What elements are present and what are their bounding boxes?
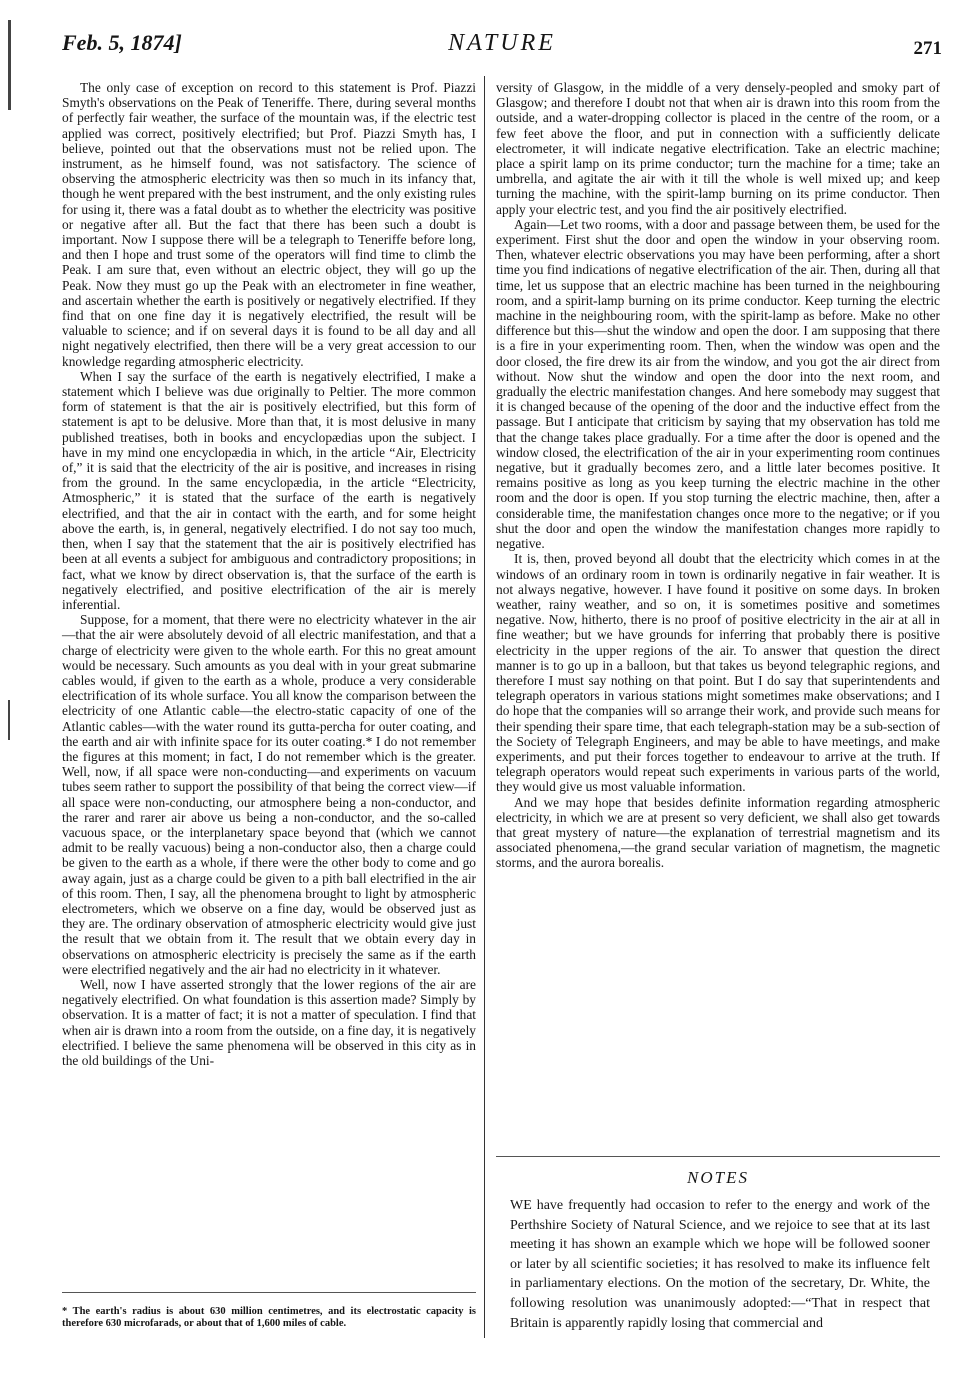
paragraph: WE have frequently had occasion to refer to the energy and work of the Perthshire Society of Natural Science, and we rejoice to see that at its last meeting it has shown an example which we hope will be followed sooner or later by all scientific societies; it has resolved to make its influence felt in parliamentary elections. On the motion of the secretary, Dr. White, the following resolution was unanimously adopted:—“That in respect that Britain is apparently rapidly losing that commercial and — [510, 1198, 930, 1331]
right-column — [496, 80, 940, 871]
section-title: NOTES — [687, 1168, 749, 1187]
paragraph: Again—Let two rooms, with a door and passage between them, be used for the experiment. First shut the door and open the window in your observing room. Then, whatever electric observations you may have been performing, after a short time you find indications of negative electrification of the air. Then, during all that time, let us suppose that an electric machine has been turned in the neighbouring room, and a spirit-lamp burning on its prime conductor. Keep turning the electric machine in the neighbouring room, with the spirit-lamp as before. Make no other difference but this—shut the window and open the door. I am supposing that there is a fire in your experimenting room. Then, when the window was open and the door closed, the fire drew its air from the window, and you got the air direct from without. Now shut the window and open the door into the next room, and gradually the electric manifestation changes. And here somebody may suggest that it is changed because of the opening of the door and the inductive effect from the passage. But I anticipate that criticism by saying that my observation has told me that the change takes place gradually. For a time after the door is opened and the window closed, the electrification of the air in your experimenting room continues negative, but it gradually becomes zero, and a little later becomes positive. It remains positive as long as you keep turning the electric machine in the other room and the door is open. If you stop turning the electric machine, then, after a considerable time, the manifestation changes once more to the negative; or if you shut the door and open the window the manifestation changes more rapidly to negative. — [496, 216, 940, 552]
notes-section — [510, 1196, 930, 1333]
paragraph: The only case of exception on record to this statement is Prof. Piazzi Smyth's observations on the Peak of Teneriffe. There, during several months of perfectly fair weather, the surface of the mountain was, if the electric test applied was correct, positively electrified; but Prof. Piazzi Smyth has, I believe, pointed out that the observations must not be relied upon. The instrument, as he himself found, was not satisfactory. The science of observing the atmospheric electricity was then so much in its infancy that, though he went prepared with the best instrument, and the only existing rules for using it, there was a fatal doubt as to whether the electricity was positive or negative after all. But the fact that there has been such a doubt is important. Now I suppose there will be a telegraph to Teneriffe before long, and then I hope and trust some of the operators will find time to climb the Peak. I am sure that, even without an electric object, they will go up the Peak. Now they must go up the Peak with an electrometer in fine weather, and ascertain whether the earth is positively or negatively electrified. If they find that on one fine day it is negatively electrified, the result will be valuable to science; and if on several days it is found to be all day and all night negatively electrified, then there will be a very great accession to our knowledge regarding atmospheric electricity. — [62, 80, 476, 369]
left-column — [62, 80, 476, 1068]
column-divider — [484, 76, 485, 1338]
paragraph: When I say the surface of the earth is negatively electrified, I make a statement which I believe was due originally to Peltier. The more common form of statement is that the air is positively electrified, but this form of statement is apt to be delusive. More than that, it is most delusive in many published treatises, both in books and encyclopædias upon the subject. I have in my mind one encyclopædia in which, in the article “Air, Electricity of,” it is said that the electricity of the air is positive, and increases in rising from the ground. In the same encyclopædia, in the article “Electricity, Atmospheric,” it is stated that the surface of the earth is negatively electrified, and that the air in contact with the earth, and for some height above the earth, is, in general, negatively electrified. I do not say too much, then, when I say that the statement that the air is positively electrified has been at all events a subject for ambiguous and contradictory propositions; in fact, what we know by direct observation is, that the surface of the earth is negatively electrified, and positive electrification of the air is merely inferential. — [62, 368, 476, 612]
paragraph: And we may hope that besides definite information regarding atmospheric electricity, in which we are at present so very deficient, we shall also get towards that great mystery of nature—the explanation of terrestrial magnetism and its associated phenomena,—the grand secular variation of magnetism, the magnetic storms, and the aurora borealis. — [496, 794, 940, 871]
binding-mark — [8, 700, 10, 740]
journal-title: NATURE — [448, 30, 556, 56]
issue-date: Feb. 5, 1874] — [62, 30, 182, 55]
footnote: * The earth's radius is about 630 million centimetres, and its electrostatic capacity is therefore 630 microfarads, or about that of 1,600 miles of cable. — [62, 1306, 476, 1329]
section-divider — [496, 1156, 940, 1157]
paragraph: Suppose, for a moment, that there were no electricity whatever in the air—that the air were absolutely devoid of all electric manifestation, and that a charge of electricity were given to the whole earth. For this no great amount would be necessary. Such amounts as you deal with in your great submarine cables would, if given to the earth as a whole, produce a very considerable electrification of its whole surface. You all know the comparison between the electricity of one Atlantic cable—the electro-static capacity of one of the Atlantic cables—with the water round its gutta-percha for outer coating, and the earth and air with infinite space for its outer coating.* I do not remember the figures at this moment; in fact, I do not remember which is the greater. Well, now, if all space were non-conducting—and experiments on vacuum tubes seem rather to support the possibility of that being the correct view—if all space were non-conducting, our atmosphere being a non-conductor, and the rarer and rarer air above us being a non-conductor, and the so-called vacuous space, or the interplanetary space beyond that (which we cannot admit to be really vacuous) being a non-conductor also, then a charge could be given to the earth as a whole, if there were the other body to come and go away again, just as a charge could be given to a pith ball electrified in the air of this room. Then, I say, all the phenomena brought to light by atmospheric electrometers, which we observe on a fine day, would be observed just as they are. The ordinary observation of atmospheric electricity would give just the result that we obtain from it. The result that we obtain every day in observations on atmospheric electricity is precisely the same as if the earth were electrified negatively and the air had no electricity in it whatever. — [62, 612, 476, 977]
paragraph: It is, then, proved beyond all doubt that the electricity which comes in at the windows of an ordinary room in town is ordinarily negative in fair weather. It is not always negative, however. I have found it positive on some days. In broken weather, rainy weather, and so on, it is sometimes positive and sometimes negative. Now, hitherto, there is no proof of positive electricity in the air at all in fine weather; but we have grounds for inferring that probably there is positive electricity in the upper regions of the air. To answer that question the direct manner is to go up in a balloon, but that takes us beyond telegraphic regions, and therefore I must say nothing on that point. But I do say that superintendents and telegraph operators in various stations might sometimes make observations; and I do hope that the companies will so arrange their work, and provide such means for their spending their spare time, that each telegraph-station may be a sub-section of the Society of Telegraph Engineers, and may be able to have meetings, and make experiments, and put their forces together to endeavour to arrive at the truth. If telegraph operators would repeat such experiments in various parts of the world, they would give us most valuable information. — [496, 551, 940, 795]
page-header — [62, 30, 942, 70]
footnote-divider — [62, 1292, 476, 1293]
page-number: 271 — [913, 38, 942, 59]
paragraph: Well, now I have asserted strongly that the lower regions of the air are negatively electrified. On what foundation is this assertion made? Simply by observation. It is a matter of fact; it is not a matter of speculation. I find that when air is drawn into a room from the outside, on a fine day, it is negatively electrified. I believe the same phenomena will be observed in this city as in the old buildings of the Uni- — [62, 976, 476, 1068]
binding-mark — [8, 20, 11, 110]
paragraph: versity of Glasgow, in the middle of a very densely-peopled and smoky part of Glasgow; and therefore I doubt not that when air is drawn into this room from the outside, and a water-dropping collector is placed in the centre of the room, or a few feet above the floor, and put in connection with a sufficiently delicate electrometer, it will indicate negative electrification. Take an electric machine; place a spirit lamp on its prime conductor; turn the machine for a time; take an umbrella, and agitate the air with it till the whole is well mixed up; and keep turning the machine, with the spirit-lamp burning on its prime conductor. Then apply your electric test, and you find the air positively electrified. — [496, 80, 940, 217]
